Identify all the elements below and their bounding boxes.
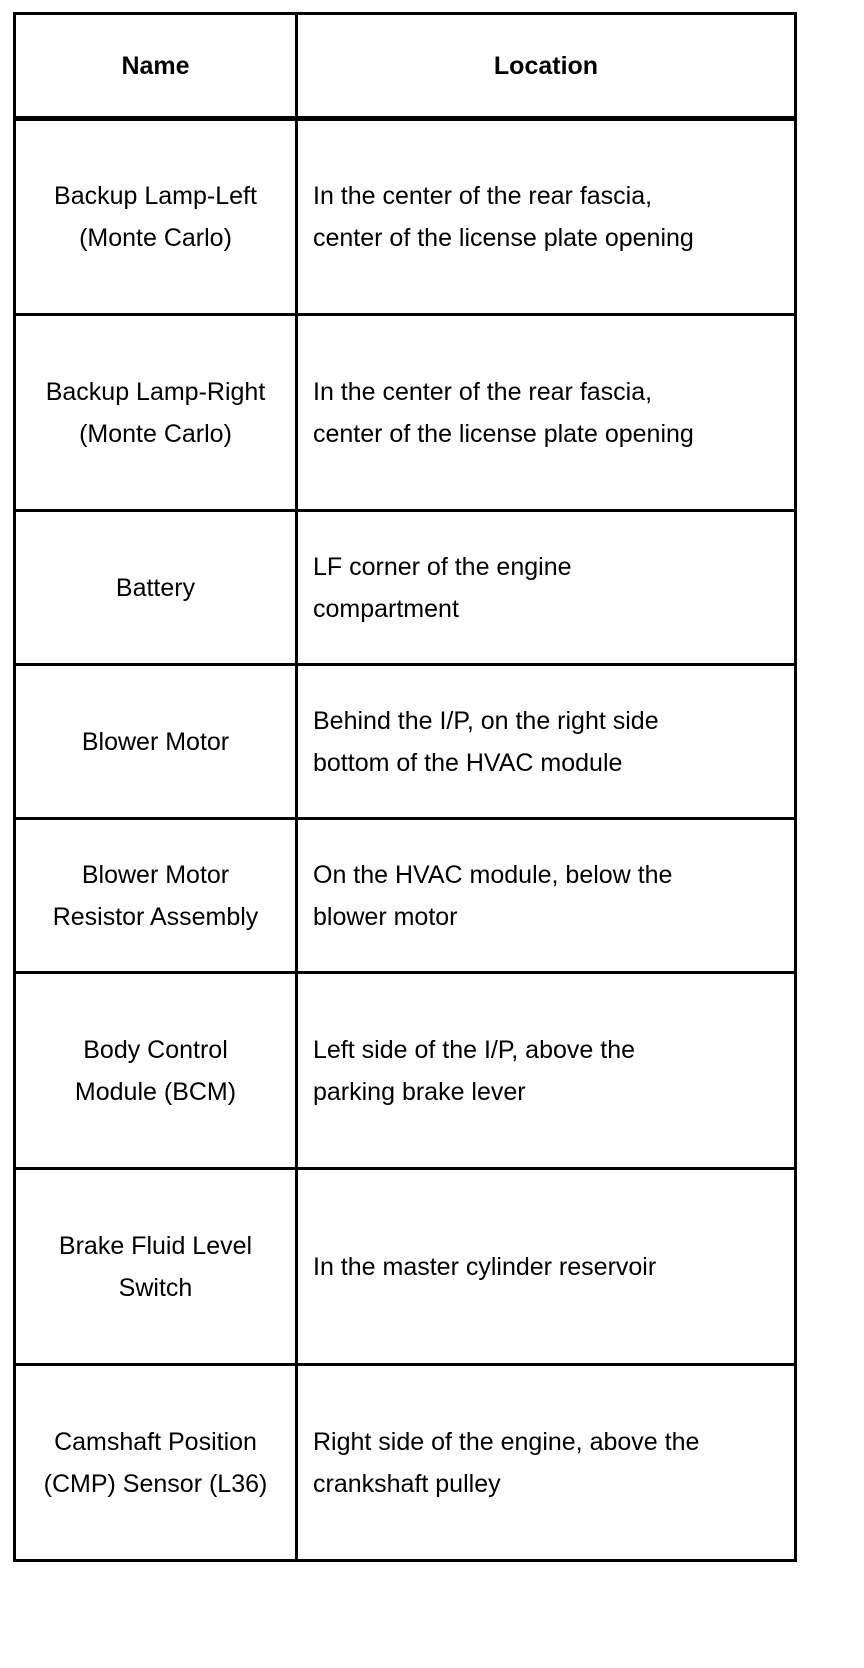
- name-cell: [15, 1365, 297, 1561]
- location-cell: [297, 119, 796, 315]
- name-cell: [15, 315, 297, 511]
- cell-text: Right side of the engine, above the crankshaft pulley: [313, 1427, 700, 1498]
- location-cell: [297, 315, 796, 511]
- cell-text: In the center of the rear fascia, center of the license plate opening: [313, 377, 694, 448]
- cell-text: Blower Motor Resistor Assembly: [52, 860, 259, 931]
- table-row: [15, 819, 796, 973]
- name-cell: [15, 973, 297, 1169]
- cell-text: Brake Fluid Level Switch: [58, 1231, 253, 1302]
- name-cell: [15, 1169, 297, 1365]
- cell-text: Blower Motor: [81, 727, 230, 756]
- cell-text: LF corner of the engine compartment: [313, 552, 572, 623]
- table-row: [15, 1365, 796, 1561]
- location-cell: [297, 1169, 796, 1365]
- location-cell: [297, 665, 796, 819]
- cell-text: Backup Lamp-Left (Monte Carlo): [54, 182, 257, 252]
- location-cell: [297, 1365, 796, 1561]
- cell-text: Body Control Module (BCM): [74, 1035, 237, 1106]
- component-location-table: [13, 12, 797, 1562]
- table-row: [15, 973, 796, 1169]
- cell-text: On the HVAC module, below the blower motor: [313, 860, 673, 931]
- location-cell: [297, 511, 796, 665]
- cell-text: Camshaft Position (CMP) Sensor (L36): [43, 1427, 268, 1498]
- name-cell: [15, 819, 297, 973]
- cell-text: In the master cylinder reservoir: [313, 1252, 657, 1281]
- table-row: [15, 1169, 796, 1365]
- table-row: [15, 119, 796, 315]
- cell-text: In the center of the rear fascia, center of the license plate opening: [313, 182, 694, 252]
- component-location-table-container: [13, 12, 794, 1562]
- name-cell: [15, 665, 297, 819]
- name-cell: [15, 119, 297, 315]
- table-row: [15, 511, 796, 665]
- cell-text: Left side of the I/P, above the parking brake lever: [313, 1035, 635, 1106]
- table-row: [15, 665, 796, 819]
- table-row: [15, 315, 796, 511]
- location-cell: [297, 819, 796, 973]
- cell-text: Battery: [115, 573, 196, 602]
- cell-text: Behind the I/P, on the right side bottom of the HVAC module: [313, 706, 659, 777]
- header-name: Name: [15, 14, 297, 119]
- header-location: Location: [297, 14, 796, 119]
- name-cell: [15, 511, 297, 665]
- location-cell: [297, 973, 796, 1169]
- cell-text: Backup Lamp-Right (Monte Carlo): [45, 377, 266, 448]
- table-header-row: [15, 14, 796, 119]
